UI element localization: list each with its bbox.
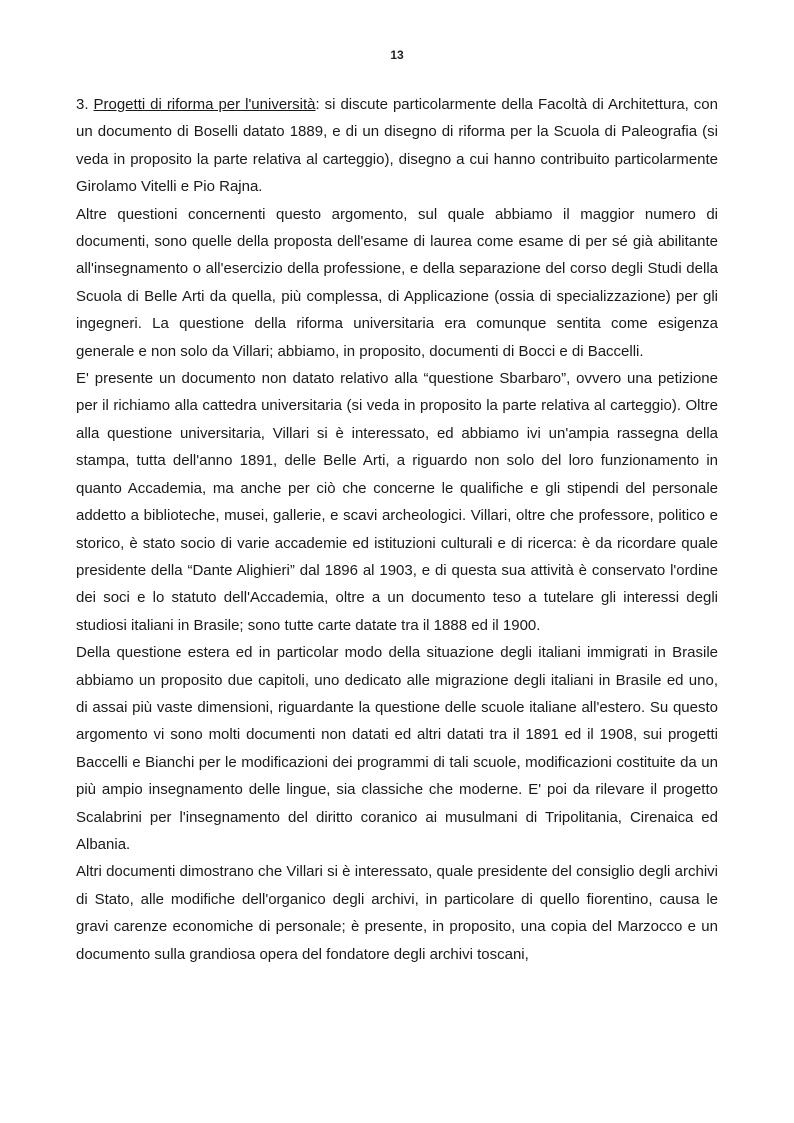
page-number: 13 [390, 48, 404, 62]
section-heading: Progetti di riforma per l'università [93, 96, 316, 113]
paragraph: Altre questioni concernenti questo argomento, sul quale abbiamo il maggior numero di documenti, sono quelle della proposta dell'esame di laurea come esame di per sé già abilitante all'insegnamento o all'esercizio della professione, e della separazione del corso degli Studi della Scuola di Belle Arti da quella, più complessa, di Applicazione (ossia di specializzazione) per gli ingegneri. La questione della riforma universitaria era comunque sentita come esigenza generale e non solo da Villari; abbiamo, in proposito, documenti di Bocci e di Baccelli. [76, 205, 718, 360]
paragraph: E' presente un documento non datato relativo alla “questione Sbarbaro”, ovvero una petizione per il richiamo alla cattedra universitaria (si veda in proposito la parte relativa al carteggio). Oltre alla questione universitaria, Villari si è interessato, ed abbiamo ivi un'ampia rassegna della stampa, tutta dell'anno 1891, delle Belle Arti, a riguardo non solo del loro funzionamento in quanto Accademia, ma anche per ciò che concerne le qualifiche e gli stipendi del personale addetto a biblioteche, musei, gallerie, e scavi archeologici. Villari, oltre che professore, politico e storico, è stato socio di varie accademie ed istituzioni culturali e di ricerca: è da ricordare quale presidente della “Dante Alighieri” dal 1896 al 1903, e di questa sua attività è conservato l'ordine dei soci e lo statuto dell'Accademia, oltre a un documento teso a tutelare gli interessi degli studiosi italiani in Brasile; sono tutte carte datate tra il 1888 ed il 1900. [76, 370, 718, 634]
paragraph: Altri documenti dimostrano che Villari si è interessato, quale presidente del consiglio degli archivi di Stato, alle modifiche dell'organico degli archivi, in particolare di quello fiorentino, causa le gravi carenze economiche di personale; è presente, in proposito, una copia del Marzocco e un documento sulla grandiosa opera del fondatore degli archivi toscani, [76, 863, 718, 963]
paragraph-text: : si discute particolarmente della Facoltà di Architettura, con un documento di Boselli datato 1889, e di un disegno di riforma per la Scuola di Paleografia (si veda in proposito la parte relativa al carteggio), disegno a cui hanno contribuito particolarmente Girolamo Vitelli e Pio Rajna. [76, 96, 718, 196]
section-number: 3. [76, 96, 89, 113]
paragraph: Della questione estera ed in particolar modo della situazione degli italiani immigrati in Brasile abbiamo un proposito due capitoli, uno dedicato alle migrazione degli italiani in Brasile ed uno, di assai più vaste dimensioni, riguardante la questione delle scuole italiane all'estero. Su questo argomento vi sono molti documenti non datati ed altri datati tra il 1891 ed il 1908, sui progetti Baccelli e Bianchi per le modificazioni dei programmi di tali scuole, modificazioni costituite da un più ampio insegnamento delle lingue, sia classiche che moderne. E' poi da rilevare il progetto Scalabrini per l'insegnamento del diritto coranico ai musulmani di Tripolitania, Cirenaica ed Albania. [76, 644, 718, 853]
paragraph-university-reform [76, 91, 718, 201]
body-text [76, 91, 718, 968]
